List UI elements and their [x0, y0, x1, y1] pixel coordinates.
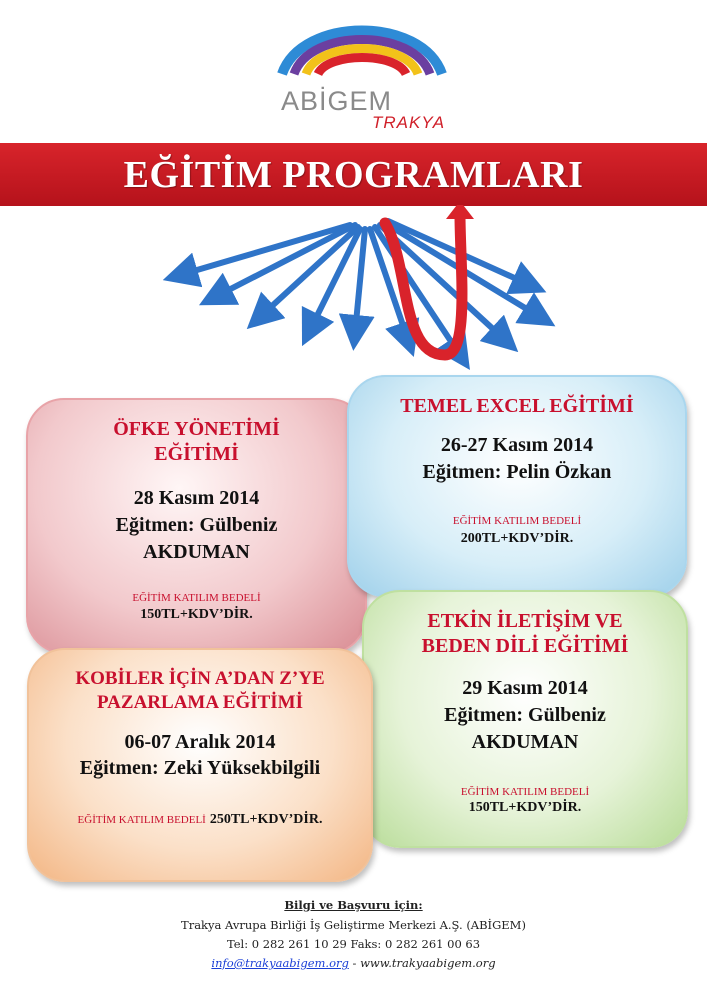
- pazarlama-trainer: Eğitmen: Zeki Yüksekbilgili: [79, 757, 321, 779]
- pazarlama-title-line2: PAZARLAMA EĞİTİMİ: [96, 692, 304, 713]
- program-card-ofke: [26, 398, 367, 654]
- ofke-trainer-line2: AKDUMAN: [143, 541, 250, 563]
- excel-fee-label: EĞİTİM KATILIM BEDELİ: [452, 515, 582, 527]
- excel-trainer: Eğitmen: Pelin Özkan: [422, 461, 612, 483]
- iletisim-date: 29 Kasım 2014: [462, 677, 588, 699]
- ofke-trainer-line1: Eğitmen: Gülbeniz: [115, 514, 278, 536]
- logo-wordmark: ABİGEM: [281, 86, 393, 116]
- iletisim-trainer-line2: AKDUMAN: [471, 731, 579, 753]
- ofke-date: 28 Kasım 2014: [133, 487, 260, 509]
- footer-organization: Trakya Avrupa Birliği İş Geliştirme Merkezi A.Ş. (ABİGEM): [181, 918, 526, 932]
- title-banner: [0, 143, 707, 206]
- iletisim-trainer-line1: Eğitmen: Gülbeniz: [444, 704, 606, 726]
- ofke-title-line2: EĞİTİMİ: [154, 443, 239, 465]
- iletisim-fee-value: 150TL+KDV’DİR.: [468, 800, 582, 815]
- logo-subtitle: TRAKYA: [372, 113, 446, 132]
- ofke-fee-value: 150TL+KDV’DİR.: [140, 607, 253, 622]
- email-link[interactable]: info@trakyaabigem.org: [211, 956, 349, 970]
- iletisim-fee-label: EĞİTİM KATILIM BEDELİ: [460, 786, 590, 798]
- contact-separator: -: [348, 956, 361, 970]
- ofke-title-line1: ÖFKE YÖNETİMİ: [113, 418, 280, 440]
- page-title: EĞİTİM PROGRAMLARI: [123, 153, 584, 196]
- footer-phones: Tel: 0 282 261 10 29 Faks: 0 282 261 00 63: [226, 937, 481, 951]
- excel-fee-value: 200TL+KDV’DİR.: [460, 531, 574, 546]
- excel-date: 26-27 Kasım 2014: [440, 434, 594, 456]
- excel-title: TEMEL EXCEL EĞİTİMİ: [400, 395, 634, 417]
- pazarlama-title-line1: KOBİLER İÇİN A’DAN Z’YE: [75, 668, 325, 689]
- footer-heading: Bilgi ve Başvuru için:: [284, 898, 423, 912]
- pazarlama-fee-value: 250TL+KDV’DİR.: [209, 812, 323, 827]
- program-card-excel: [347, 375, 687, 597]
- ofke-fee-label: EĞİTİM KATILIM BEDELİ: [132, 592, 261, 604]
- website-text: www.trakyaabigem.org: [360, 956, 496, 970]
- arrows-illustration: [160, 205, 560, 380]
- program-card-pazarlama: [27, 648, 373, 882]
- iletisim-title-line1: ETKİN İLETİŞİM VE: [427, 610, 623, 632]
- pazarlama-fee-line: [29, 810, 371, 829]
- pazarlama-fee-label: EĞİTİM KATILIM BEDELİ: [77, 814, 206, 826]
- program-card-iletisim: [362, 590, 688, 848]
- pazarlama-date: 06-07 Aralık 2014: [124, 731, 276, 753]
- footer-contact: [0, 956, 707, 970]
- iletisim-title-line2: BEDEN DİLİ EĞİTİMİ: [421, 635, 629, 657]
